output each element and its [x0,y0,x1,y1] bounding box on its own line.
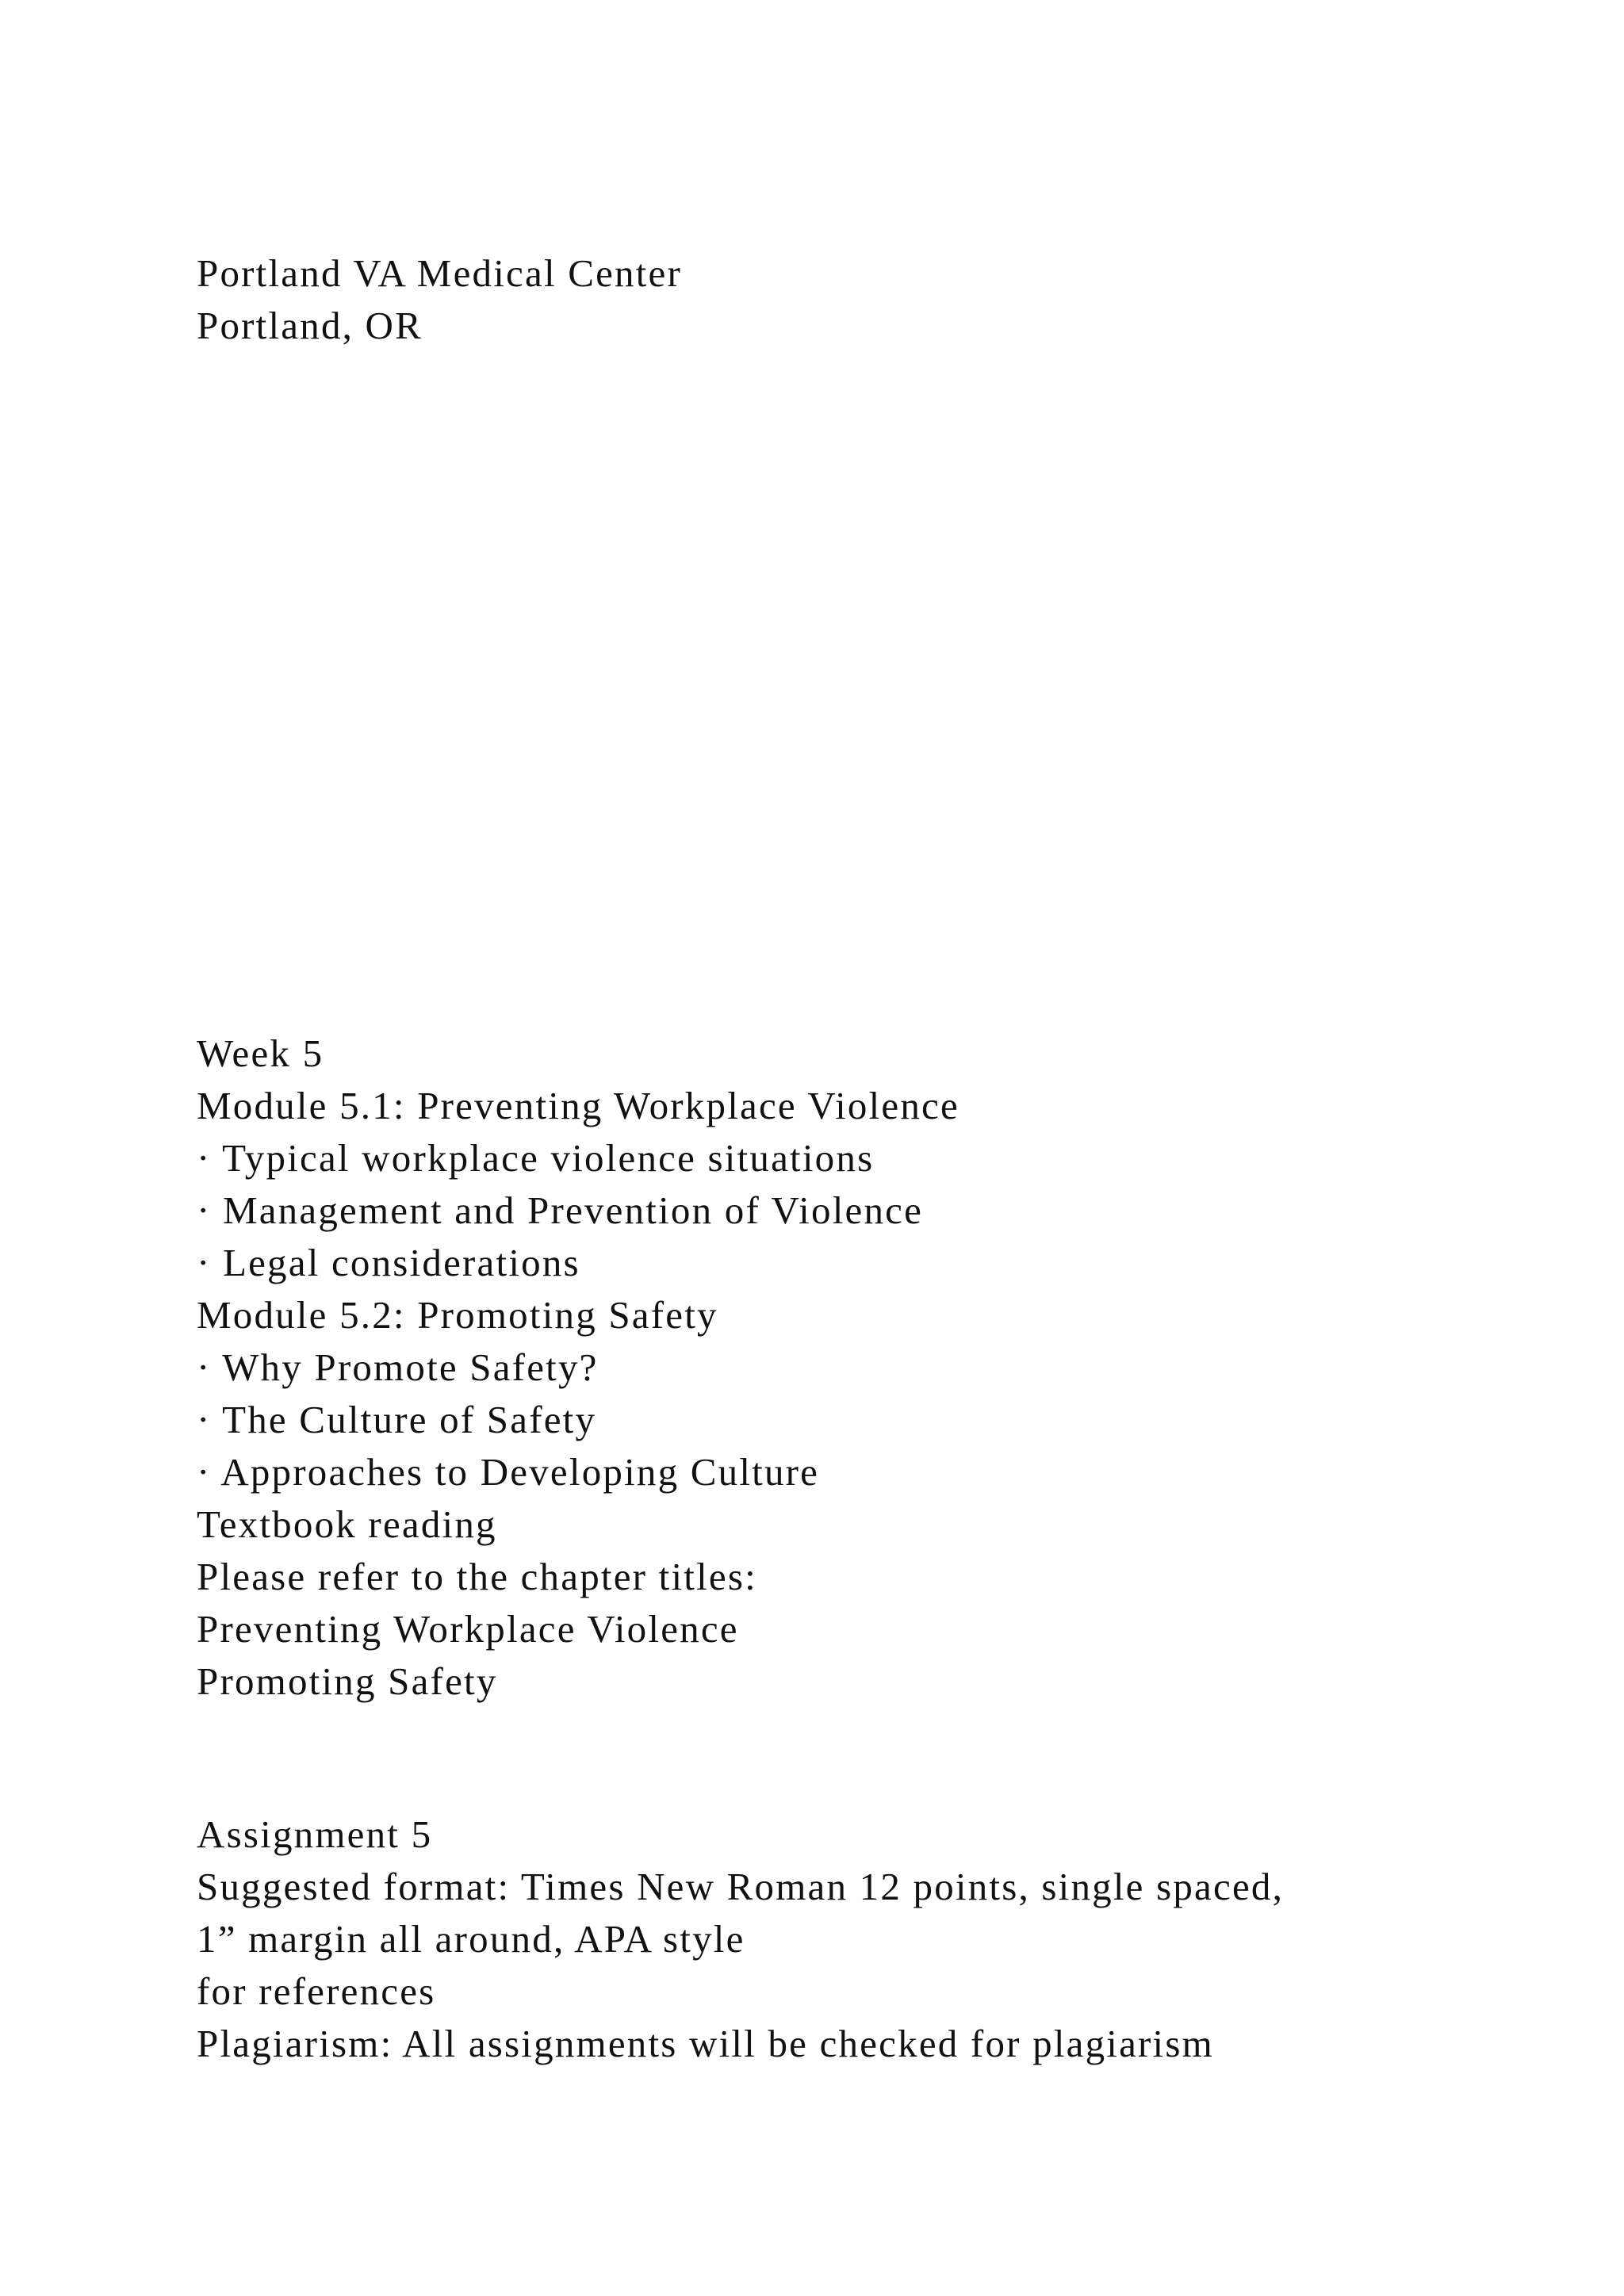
format-instruction: for references [197,1969,436,2013]
week-title: Week 5 [197,1031,324,1075]
module-bullet-item: · Approaches to Developing Culture [197,1450,820,1494]
module-heading: Module 5.1: Preventing Workplace Violence [197,1084,959,1127]
module-bullet-item: · The Culture of Safety [197,1398,597,1441]
assignment-block [197,1808,1284,2070]
textbook-instruction: Please refer to the chapter titles: [197,1555,757,1598]
module-bullet-item: · Why Promote Safety? [197,1345,599,1389]
week-block [197,1027,959,1708]
assignment-title: Assignment 5 [197,1812,433,1856]
module-bullet-item: · Typical workplace violence situations [197,1136,875,1180]
module-bullet-item: · Legal considerations [197,1241,580,1284]
chapter-title: Preventing Workplace Violence [197,1607,739,1651]
institution-name: Portland VA Medical Center [197,251,683,295]
module-heading: Module 5.2: Promoting Safety [197,1293,718,1337]
plagiarism-note: Plagiarism: All assignments will be checked for plagiarism [197,2022,1214,2065]
textbook-heading: Textbook reading [197,1502,497,1546]
module-bullet-item: · Management and Prevention of Violence [197,1188,924,1232]
header-block [197,247,682,352]
format-instruction: Suggested format: Times New Roman 12 points, single spaced, [197,1865,1285,1908]
chapter-title: Promoting Safety [197,1659,498,1703]
institution-location: Portland, OR [197,304,423,347]
format-instruction: 1” margin all around, APA style [197,1917,745,1961]
